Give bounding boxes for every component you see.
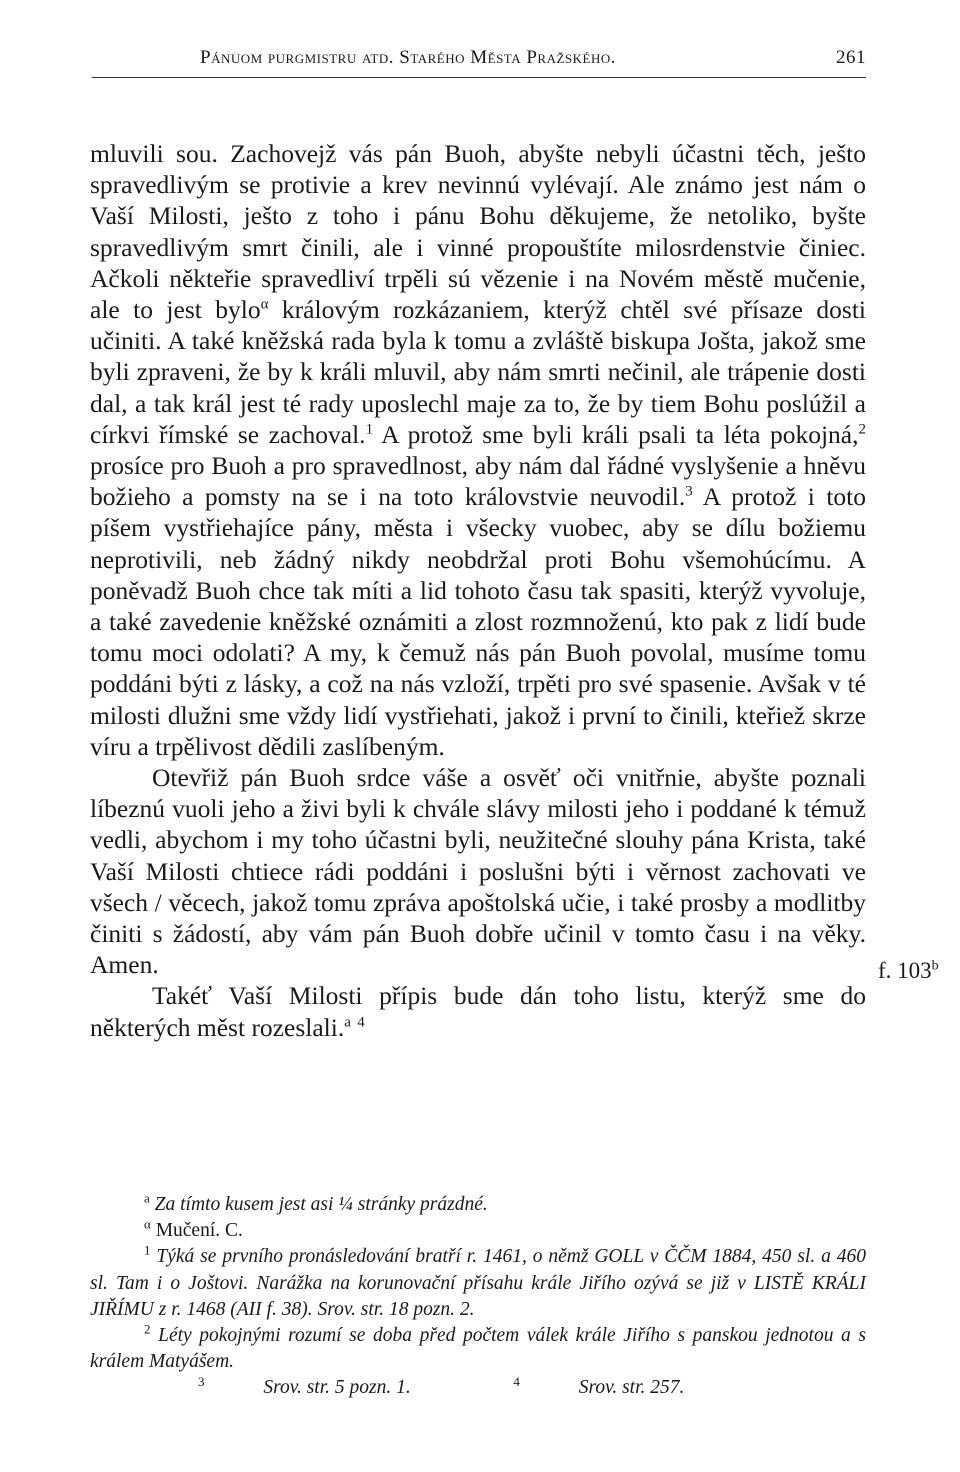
- footnote-1-mark: 1: [144, 1242, 151, 1258]
- footnotes: [90, 1192, 866, 1402]
- folio-side: b: [931, 958, 939, 974]
- main-text: [90, 138, 866, 1043]
- footnote-2: [90, 1323, 866, 1375]
- page-number: 261: [836, 47, 866, 68]
- footnote-1: [90, 1244, 866, 1323]
- paragraph-2: Otevřiž pán Buoh srdce váše a osvěť oči vnitřnie, abyšte poznali líbeznú vuoli jeho a živi byli k chvále slávy milosti jeho i poddané k témuž vedli, abychom i my toho účastni byli, neužitečné slouhy pána Krista, také Vaší Milosti chtiece rádi poddáni i poslušni býti i věrnost zachovati ve všech / věcech, jakož tomu zpráva apoštolská učie, i také prosby a modlitby činiti s žádostí, aby vám pán Buoh dobře učinil v tomto času i na věky. Amen.: [90, 763, 866, 980]
- note-mark-alpha: α: [260, 296, 269, 313]
- footnote-alpha-text: Mučení. C.: [155, 1220, 243, 1242]
- footnote-3-4: 3 Srov. str. 5 pozn. 1. 4 Srov. str. 257.: [90, 1375, 866, 1401]
- folio-margin-note: [878, 958, 939, 984]
- running-title: Pánuom purgmistru atd. Starého Města Pražského.: [200, 47, 616, 68]
- footnote-2-text: Léty pokojnými rozumí se doba před počtem válek krále Jiřího s panskou jednotou a s králem Matyášem.: [90, 1325, 867, 1373]
- footnote-4-text: Srov. str. 257.: [578, 1377, 685, 1399]
- paragraph-1-text-c: A protož sme byli králi psali ta léta pokojná,: [373, 419, 859, 449]
- note-mark-1: 1: [365, 421, 374, 438]
- footnote-a-mark: a: [144, 1190, 150, 1206]
- note-mark-2: 2: [858, 421, 867, 438]
- paragraph-1: [90, 138, 866, 762]
- paragraph-1-text: mluvili sou. Zachovejž vás pán Buoh, abyšte nebyli účastni těch, ješto spravedlivým se protivie a krev nevinnú vylévají. Ale známo jest nám o Vaší Milosti, ješto z toho i pánu Bohu děkujeme, že netoliko, byšte spravedlivým smrt činili, ale i vinné propouštíte milosrdenstvie činiec. Ačkoli někteřie spravedliví trpěli sú vězenie i na Novém městě mučenie, ale to jest bylo: [90, 139, 866, 325]
- note-mark-4: 4: [357, 1014, 365, 1031]
- footnote-a: [90, 1192, 866, 1218]
- paragraph-1-text-e: A protož i toto píšem vystřiehajíce pány, města i všecky vuobec, aby se dílu božiemu neprotivili, neb žádný nikdy neobdržal proti Bohu všemohúcímu. A poněvadž Buoh chce tak míti a lid tohoto času tak spasiti, kterýž vyvoluje, a také zavedenie kněžské oznámiti a zlost rozmnoženú, kto pak z lidí bude tomu moci odolati? A my, k čemuž nás pán Buoh povolal, musíme tomu poddáni býti z lásky, a což na nás vzloží, trpěti pro své spasenie. Avšak v té milosti dlužni sme vždy lidí vystřiehati, jakož i první to činili, kteřiež skrze víru a trpělivost dědili zaslíbeným.: [90, 482, 867, 761]
- paragraph-3: [90, 980, 866, 1042]
- footnote-3-text: Srov. str. 5 pozn. 1.: [263, 1377, 411, 1399]
- footnote-2-mark: 2: [144, 1321, 151, 1337]
- note-mark-a: a: [344, 1014, 351, 1031]
- footnote-a-text: Za tímto kusem jest asi ¼ stránky prázdné.: [154, 1194, 488, 1215]
- folio-number: f. 103: [878, 958, 932, 983]
- paragraph-3-text: Takéť Vaší Milosti přípis bude dán toho listu, kterýž sme do některých měst rozeslali.: [90, 981, 866, 1042]
- paragraph-1-text-b: královým rozkázaniem, kterýž chtěl své přísaze dosti učiniti. A také kněžská rada byla k tomu a zvláště biskupa Jošta, jakož sme byli zpraveni, že by k králi mluvil, aby nám smrti nečinil, ale trápenie dosti dal, a tak král jest té rady uposlechl maje za to, že by tiem Bohu poslúžil a církvi římské se zachoval.: [90, 295, 866, 449]
- footnote-alpha: [90, 1218, 866, 1244]
- paragraph-1-text-d: prosíce pro Buoh a pro spravedlnost, aby nám dal řádné vyslyšenie a hněvu božieho a pomsty na se i na toto královstvie neuvodil.: [90, 451, 866, 512]
- note-mark-3: 3: [685, 483, 693, 500]
- running-header: [92, 44, 866, 74]
- footnote-alpha-mark: α: [144, 1216, 151, 1232]
- footnote-1-text: Týká se prvního pronásledování bratří r. 1461, o němž GOLL v ČČM 1884, 450 sl. a 460 sl. Tam i o Joštovi. Narážka na korunovační přísahu krále Jiřího ozývá se již v LISTĚ KRÁLI JIŘÍMU z r. 1468 (AII f. 38). Srov. str. 18 pozn. 2.: [90, 1246, 866, 1320]
- header-rule: [92, 77, 866, 78]
